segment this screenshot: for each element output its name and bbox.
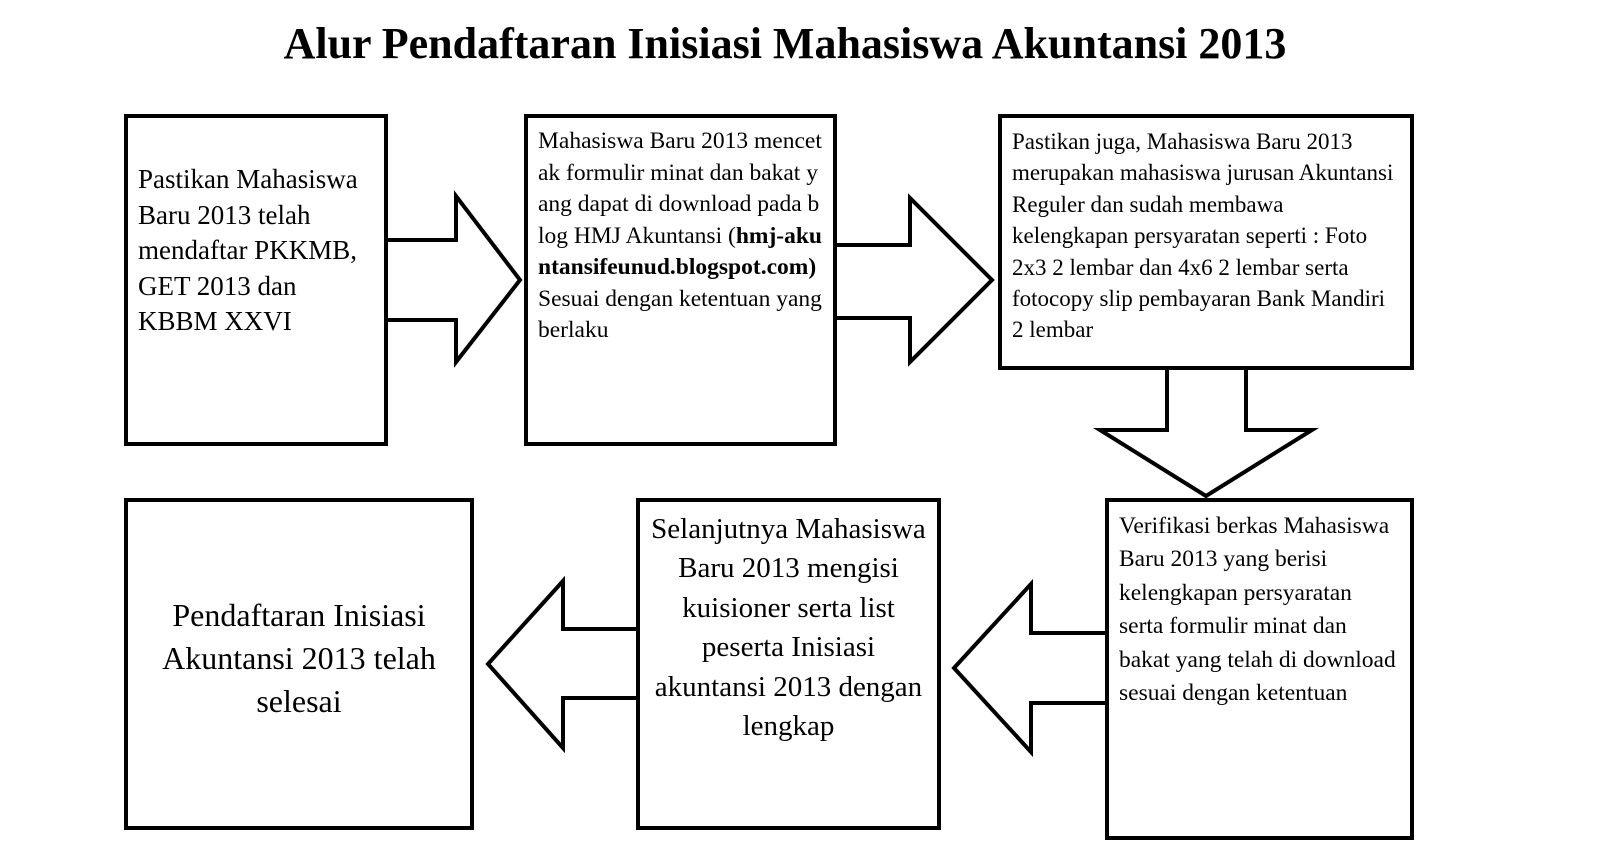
step-6-text: Pendaftaran Inisiasi Akuntansi 2013 telah selesai	[162, 597, 436, 719]
step-box-6	[124, 498, 474, 830]
step-box-3	[998, 114, 1414, 370]
arrow-left-5	[488, 581, 638, 748]
step-2-text: Mahasiswa Baru 2013 mencetak formulir minat dan bakat yang dapat di download pada blog HMJ Akuntansi (	[538, 128, 822, 249]
blog-url: hmj-akuntansifeunud.blogspot.com)	[538, 222, 822, 280]
step-box-4	[1105, 498, 1414, 840]
arrow-down-3	[1100, 368, 1312, 496]
arrow-left-4	[954, 584, 1107, 752]
step-5-text: Selanjutnya Mahasiswa Baru 2013 mengisi kuisioner serta list peserta Inisiasi akuntansi 2013 dengan lengkap	[651, 513, 926, 743]
step-box-5	[636, 498, 941, 830]
step-box-1	[124, 114, 388, 446]
step-3-text: Pastikan juga, Mahasiswa Baru 2013 merupakan mahasiswa jurusan Akuntansi Reguler dan sudah membawa kelengkapan persyaratan seperti : Foto 2x3 2 lembar dan 4x6 2 lembar serta fotocopy slip pembayaran Bank Mandiri 2 lembar	[1012, 129, 1394, 343]
step-1-text: Pastikan Mahasiswa Baru 2013 telah mendaftar PKKMB, GET 2013 dan KBBM XXVI	[138, 164, 358, 336]
diagram-title: Alur Pendaftaran Inisiasi Mahasiswa Akuntansi 2013	[283, 19, 1287, 68]
step-box-2	[524, 114, 837, 446]
arrow-right-1	[385, 196, 520, 362]
arrow-right-2	[834, 198, 992, 362]
step-2-note: Sesuai dengan ketentuan yang berlaku	[538, 285, 822, 343]
step-4-text: Verifikasi berkas Mahasiswa Baru 2013 yang berisi kelengkapan persyaratan serta formulir minat dan bakat yang telah di download sesuai dengan ketentuan	[1119, 513, 1396, 707]
